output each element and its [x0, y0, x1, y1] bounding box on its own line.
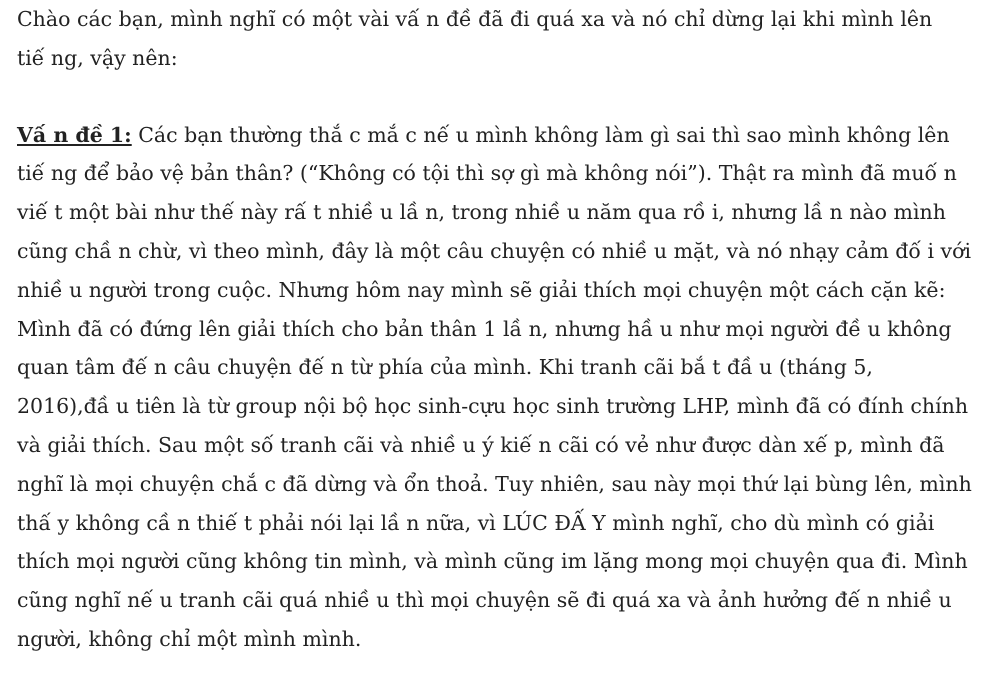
text-line: 2016),đầ u tiên là từ group nội bộ học sinh-cựu học sinh trường LHP, mình đã có đính chính: [17, 394, 969, 419]
text-line: quan tâm đế n câu chuyện đế n từ phía của mình. Khi tranh cãi bắ t đầ u (tháng 5,: [17, 355, 873, 380]
text-line: và giải thích. Sau một số tranh cãi và nhiề u ý kiế n cãi có vẻ như được dàn xế p, mình đã: [17, 432, 945, 457]
text-line: người, không chỉ một mình mình.: [17, 626, 362, 651]
issue-1-first-line-text: Các bạn thường thắ c mắ c nế u mình không làm gì sai thì sao mình không lên: [131, 122, 950, 147]
text-line: thấ y không cầ n thiế t phải nói lại lầ n nữa, vì LÚC ĐẤ Y mình nghĩ, cho dù mình có giải: [17, 510, 935, 535]
text-line: Mình đã có đứng lên giải thích cho bản thân 1 lầ n, nhưng hầ u như mọi người đề u không: [17, 316, 952, 341]
text-line: cũng chầ n chừ, vì theo mình, đây là một câu chuyện có nhiề u mặt, và nó nhạy cảm đố i với: [17, 238, 972, 263]
text-line: cũng nghĩ nế u tranh cãi quá nhiề u thì mọi chuyện sẽ đi quá xa và ảnh hưởng đế n nhiề u: [17, 588, 952, 613]
text-line: thích mọi người cũng không tin mình, và mình cũng im lặng mong mọi chuyện qua đi. Mình: [17, 549, 968, 574]
text-line: tiế ng, vậy nên:: [17, 45, 178, 70]
text-line: nghĩ là mọi chuyện chắ c đã dừng và ổn thoả. Tuy nhiên, sau này mọi thứ lại bùng lên, mình: [17, 471, 972, 496]
text-line: Chào các bạn, mình nghĩ có một vài vấ n đề đã đi quá xa và nó chỉ dừng lại khi mình lên: [17, 7, 933, 31]
intro-paragraph: [17, 0, 995, 78]
issue-1-paragraph: [17, 116, 995, 659]
text-line: nhiề u người trong cuộc. Nhưng hôm nay mình sẽ giải thích mọi chuyện một cách cặn kẽ:: [17, 277, 946, 302]
text-line: tiế ng để bảo vệ bản thân? (“Không có tội thì sợ gì mà không nói”). Thật ra mình đã muố n: [17, 161, 957, 186]
article-body: [17, 0, 995, 659]
issue-1-heading: Vấ n đề 1:: [17, 122, 132, 147]
text-line: viế t một bài như thế này rấ t nhiề u lầ n, trong nhiề u năm qua rồ i, nhưng lầ n nào mình: [17, 200, 946, 225]
text-line: [17, 116, 995, 155]
